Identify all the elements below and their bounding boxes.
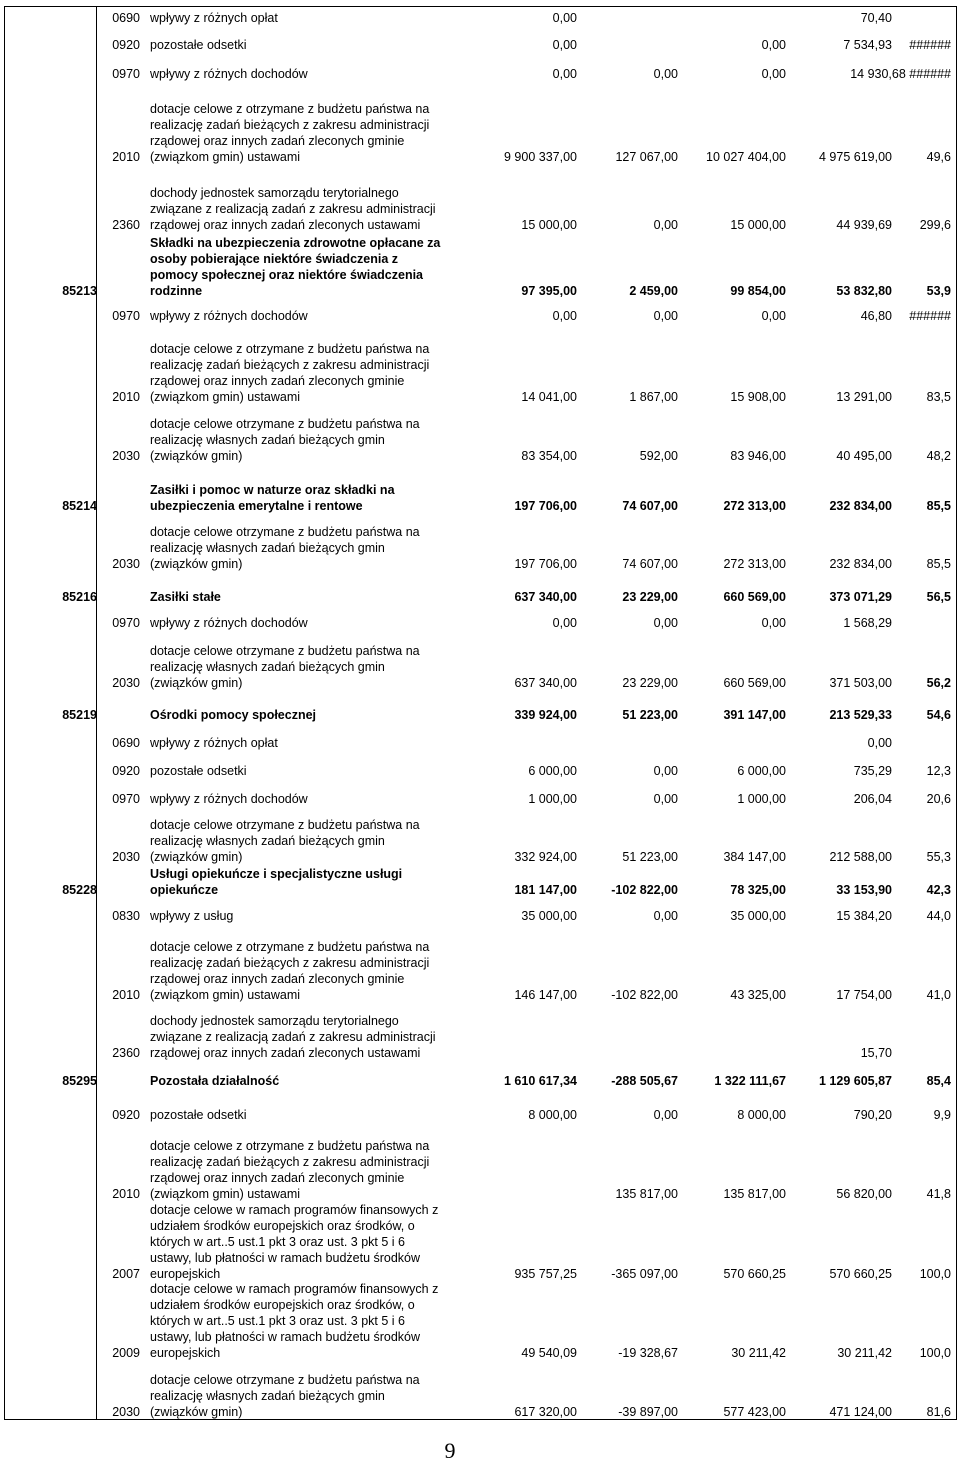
plan-after-change: 6 000,00 — [737, 764, 786, 778]
row-description: dotacje celowe otrzymane z budżetu państwa na realizację własnych zadań bieżących gmin (związków gmin) — [150, 1373, 420, 1419]
row-description: dotacje celowe otrzymane z budżetu państwa na realizację własnych zadań bieżących gmin (związków gmin) — [150, 644, 420, 690]
execution-value: 213 529,33 — [829, 708, 892, 722]
paragraph-sub-code: 0690 — [112, 736, 140, 750]
plan-after-change: 35 000,00 — [730, 909, 786, 923]
change-value: 0,00 — [653, 909, 678, 923]
change-value: -288 505,67 — [611, 1074, 678, 1088]
row-description: Zasiłki stałe — [150, 590, 221, 604]
paragraph-sub-code: 2010 — [112, 390, 140, 404]
execution-value: 371 503,00 — [829, 676, 892, 690]
plan-value: 935 757,25 — [514, 1267, 577, 1281]
change-value: 74 607,00 — [622, 499, 678, 513]
execution-value: 471 124,00 — [829, 1405, 892, 1419]
plan-value: 0,00 — [552, 309, 577, 323]
execution-value: 30 211,42 — [837, 1346, 892, 1360]
row-description: dochody jednostek samorządu terytorialnego związane z realizacją zadań z zakresu administracji rządowej oraz innych zadań zleconych ustawami — [150, 186, 436, 232]
plan-after-change: 1 000,00 — [737, 792, 786, 806]
row-description: wpływy z różnych dochodów — [150, 67, 308, 81]
change-value: 0,00 — [653, 792, 678, 806]
paragraph-sub-code: 2010 — [112, 1187, 140, 1201]
execution-percent: 85,4 — [926, 1074, 951, 1088]
execution-value: 0,00 — [761, 67, 786, 81]
row-description: dotacje celowe z otrzymane z budżetu państwa na realizację zadań bieżących z zakresu administracji rządowej oraz innych zadań zleconych gminie (związkom gmin) ustawami — [150, 342, 430, 404]
change-value: 0,00 — [653, 616, 678, 630]
row-description: dotacje celowe otrzymane z budżetu państwa na realizację własnych zadań bieżących gmin (związków gmin) — [150, 525, 420, 571]
execution-percent: 53,9 — [926, 284, 951, 298]
row-description: Ośrodki pomocy społecznej — [150, 708, 317, 722]
execution-value: 735,29 — [853, 764, 892, 778]
plan-after-change: 15 908,00 — [730, 390, 786, 404]
change-value: 23 229,00 — [622, 676, 678, 690]
paragraph-code: 85214 — [62, 499, 97, 513]
execution-percent: ###### — [909, 309, 951, 323]
change-value: 135 817,00 — [615, 1187, 678, 1201]
paragraph-code: 85295 — [62, 1074, 97, 1088]
plan-after-change: 8 000,00 — [737, 1108, 786, 1122]
change-value: -39 897,00 — [618, 1405, 678, 1419]
plan-value: 637 340,00 — [514, 676, 577, 690]
row-description: pozostałe odsetki — [150, 1108, 247, 1122]
execution-value: 44 939,69 — [836, 218, 892, 232]
row-description: dotacje celowe z otrzymane z budżetu państwa na realizację zadań bieżących z zakresu administracji rządowej oraz innych zadań zleconych gminie (związkom gmin) ustawami — [150, 102, 430, 164]
change-value: 2 459,00 — [629, 284, 678, 298]
row-description: dotacje celowe z otrzymane z budżetu państwa na realizację zadań bieżących z zakresu administracji rządowej oraz innych zadań zleconych gminie (związkom gmin) ustawami — [150, 940, 430, 1002]
plan-value: 146 147,00 — [514, 988, 577, 1002]
plan-after-change: 272 313,00 — [723, 557, 786, 571]
plan-value: 35 000,00 — [521, 909, 577, 923]
execution-percent: 55,3 — [926, 850, 951, 864]
execution-percent: 56,5 — [926, 590, 951, 604]
row-description: wpływy z różnych dochodów — [150, 792, 308, 806]
paragraph-sub-code: 0970 — [112, 792, 140, 806]
plan-after-change: 0,00 — [653, 67, 678, 81]
change-value: -19 328,67 — [618, 1346, 678, 1360]
execution-percent: 44,0 — [926, 909, 951, 923]
paragraph-sub-code: 2009 — [112, 1346, 140, 1360]
paragraph-sub-code: 2007 — [112, 1267, 140, 1281]
execution-value: 570 660,25 — [829, 1267, 892, 1281]
plan-value: 6 000,00 — [528, 764, 577, 778]
execution-value: 232 834,00 — [829, 499, 892, 513]
row-description: wpływy z usług — [150, 909, 234, 923]
execution-percent: 81,6 — [926, 1405, 951, 1419]
paragraph-sub-code: 2030 — [112, 850, 140, 864]
plan-value: 332 924,00 — [514, 850, 577, 864]
row-description: pozostałe odsetki — [150, 38, 247, 52]
plan-value: 181 147,00 — [514, 883, 577, 897]
change-value: 127 067,00 — [615, 150, 678, 164]
execution-percent: 100,0 — [919, 1346, 951, 1360]
plan-after-change: 30 211,42 — [731, 1346, 786, 1360]
row-description: dotacje celowe otrzymane z budżetu państwa na realizację własnych zadań bieżących gmin (związków gmin) — [150, 417, 420, 463]
paragraph-sub-code: 0920 — [112, 38, 140, 52]
execution-percent: 20,6 — [926, 792, 951, 806]
execution-value: 373 071,29 — [829, 590, 892, 604]
plan-after-change: 83 946,00 — [730, 449, 786, 463]
execution-percent: 299,6 — [919, 218, 951, 232]
plan-value: 617 320,00 — [514, 1405, 577, 1419]
plan-value: 637 340,00 — [514, 590, 577, 604]
plan-after-change: 135 817,00 — [723, 1187, 786, 1201]
row-description: wpływy z różnych opłat — [150, 736, 278, 750]
paragraph-sub-code: 2030 — [112, 1405, 140, 1419]
change-value: 74 607,00 — [622, 557, 678, 571]
plan-after-change: 570 660,25 — [723, 1267, 786, 1281]
plan-after-change: 15 000,00 — [730, 218, 786, 232]
paragraph-sub-code: 2360 — [112, 1046, 140, 1060]
plan-after-change: 272 313,00 — [723, 499, 786, 513]
execution-percent: 85,5 — [926, 499, 951, 513]
execution-value: 7 534,93 — [843, 38, 892, 52]
change-value: 1 867,00 — [629, 390, 678, 404]
plan-value: 8 000,00 — [528, 1108, 577, 1122]
execution-value: 56 820,00 — [836, 1187, 892, 1201]
row-description: wpływy z różnych dochodów — [150, 616, 308, 630]
execution-value: 1 129 605,87 — [819, 1074, 892, 1088]
plan-value: 197 706,00 — [514, 499, 577, 513]
paragraph-code: 85216 — [62, 590, 97, 604]
execution-percent: 42,3 — [926, 883, 951, 897]
paragraph-sub-code: 2360 — [112, 218, 140, 232]
change-value: 0,00 — [653, 218, 678, 232]
execution-percent: 49,6 — [926, 150, 951, 164]
execution-value: 70,40 — [860, 11, 892, 25]
execution-value: 0,00 — [867, 736, 892, 750]
paragraph-sub-code: 2010 — [112, 150, 140, 164]
execution-percent: 14 930,68 ###### — [850, 67, 951, 81]
change-value: 51 223,00 — [622, 850, 678, 864]
plan-value: 49 540,09 — [521, 1346, 577, 1360]
execution-value: 13 291,00 — [836, 390, 892, 404]
change-value: 0,00 — [653, 1108, 678, 1122]
execution-percent: 12,3 — [926, 764, 951, 778]
execution-percent: 85,5 — [926, 557, 951, 571]
plan-value: 1 000,00 — [528, 792, 577, 806]
plan-after-change: 0,00 — [761, 309, 786, 323]
execution-value: 53 832,80 — [836, 284, 892, 298]
plan-value: 197 706,00 — [514, 557, 577, 571]
change-value: -102 822,00 — [611, 883, 678, 897]
plan-value: 9 900 337,00 — [504, 150, 577, 164]
execution-value: 790,20 — [853, 1108, 892, 1122]
execution-value: 4 975 619,00 — [819, 150, 892, 164]
plan-value: 15 000,00 — [521, 218, 577, 232]
execution-value: 15 384,20 — [836, 909, 892, 923]
plan-after-change: 43 325,00 — [730, 988, 786, 1002]
execution-percent: 56,2 — [926, 676, 951, 690]
execution-percent: 41,0 — [926, 988, 951, 1002]
execution-percent: 83,5 — [926, 390, 951, 404]
plan-after-change: 10 027 404,00 — [706, 150, 786, 164]
paragraph-sub-code: 0970 — [112, 67, 140, 81]
plan-after-change: 0,00 — [761, 616, 786, 630]
paragraph-code: 85219 — [62, 708, 97, 722]
execution-value: 46,80 — [860, 309, 892, 323]
row-description: wpływy z różnych dochodów — [150, 309, 308, 323]
page-number: 9 — [444, 1438, 456, 1463]
plan-value: 0,00 — [552, 616, 577, 630]
execution-value: 15,70 — [860, 1046, 892, 1060]
execution-value: 212 588,00 — [829, 850, 892, 864]
paragraph-sub-code: 0970 — [112, 309, 140, 323]
plan-value: 0,00 — [552, 11, 577, 25]
plan-value: 83 354,00 — [521, 449, 577, 463]
execution-value: 1 568,29 — [843, 616, 892, 630]
plan-after-change: 577 423,00 — [723, 1405, 786, 1419]
row-description: Zasiłki i pomoc w naturze oraz składki na ubezpieczenia emerytalne i rentowe — [150, 483, 395, 513]
paragraph-code: 85213 — [62, 284, 97, 298]
execution-percent: 41,8 — [926, 1187, 951, 1201]
paragraph-sub-code: 0690 — [112, 11, 140, 25]
plan-value: 0,00 — [552, 38, 577, 52]
change-value: 592,00 — [639, 449, 678, 463]
change-value: 0,00 — [653, 764, 678, 778]
plan-value: 1 610 617,34 — [504, 1074, 577, 1088]
plan-after-change: 384 147,00 — [723, 850, 786, 864]
execution-percent: 9,9 — [933, 1108, 951, 1122]
paragraph-sub-code: 2030 — [112, 557, 140, 571]
paragraph-sub-code: 0970 — [112, 616, 140, 630]
paragraph-sub-code: 0830 — [112, 909, 140, 923]
plan-value: 14 041,00 — [521, 390, 577, 404]
plan-after-change: 391 147,00 — [723, 708, 786, 722]
row-description: Składki na ubezpieczenia zdrowotne opłacane za osoby pobierające niektóre świadczenia z pomocy społecznej oraz niektóre świadczenia rodzinne — [150, 236, 441, 298]
row-description: wpływy z różnych opłat — [150, 11, 278, 25]
change-value: 0,00 — [552, 67, 577, 81]
execution-value: 17 754,00 — [836, 988, 892, 1002]
change-value: -102 822,00 — [611, 988, 678, 1002]
paragraph-sub-code: 2030 — [112, 449, 140, 463]
execution-percent: 48,2 — [926, 449, 951, 463]
row-description: dochody jednostek samorządu terytorialnego związane z realizacją zadań z zakresu administracji rządowej oraz innych zadań zleconych ustawami — [150, 1014, 436, 1060]
execution-value: 33 153,90 — [836, 883, 892, 897]
execution-percent: 100,0 — [919, 1267, 951, 1281]
paragraph-sub-code: 0920 — [112, 1108, 140, 1122]
plan-value: 97 395,00 — [521, 284, 577, 298]
execution-value: 232 834,00 — [829, 557, 892, 571]
change-value: 0,00 — [653, 309, 678, 323]
plan-after-change: 0,00 — [761, 38, 786, 52]
row-description: Pozostała działalność — [150, 1074, 280, 1088]
row-description: dotacje celowe w ramach programów finansowych z udziałem środków europejskich oraz środków, o których w art..5 ust.1 pkt 3 oraz ust. 3 pkt 5 i 6 ustawy, lub płatności w ramach budżetu środków europejskich — [150, 1282, 439, 1360]
paragraph-sub-code: 0920 — [112, 764, 140, 778]
change-value: 51 223,00 — [622, 708, 678, 722]
row-description: Usługi opiekuńcze i specjalistyczne usługi opiekuńcze — [150, 867, 403, 897]
row-description: pozostałe odsetki — [150, 764, 247, 778]
execution-value: 40 495,00 — [836, 449, 892, 463]
plan-after-change: 99 854,00 — [730, 284, 786, 298]
plan-after-change: 660 569,00 — [723, 676, 786, 690]
change-value: 23 229,00 — [622, 590, 678, 604]
execution-percent: ###### — [909, 38, 951, 52]
paragraph-sub-code: 2010 — [112, 988, 140, 1002]
execution-value: 206,04 — [853, 792, 892, 806]
row-description: dotacje celowe z otrzymane z budżetu państwa na realizację zadań bieżących z zakresu administracji rządowej oraz innych zadań zleconych gminie (związkom gmin) ustawami — [150, 1139, 430, 1201]
paragraph-sub-code: 2030 — [112, 676, 140, 690]
plan-after-change: 660 569,00 — [723, 590, 786, 604]
plan-value: 339 924,00 — [514, 708, 577, 722]
row-description: dotacje celowe w ramach programów finansowych z udziałem środków europejskich oraz środków, o których w art..5 ust.1 pkt 3 oraz ust. 3 pkt 5 i 6 ustawy, lub płatności w ramach budżetu środków europejskich — [150, 1203, 439, 1281]
execution-percent: 54,6 — [926, 708, 951, 722]
plan-after-change: 78 325,00 — [730, 883, 786, 897]
paragraph-code: 85228 — [62, 883, 97, 897]
row-description: dotacje celowe otrzymane z budżetu państwa na realizację własnych zadań bieżących gmin (związków gmin) — [150, 818, 420, 864]
change-value: -365 097,00 — [611, 1267, 678, 1281]
plan-after-change: 1 322 111,67 — [714, 1074, 786, 1088]
